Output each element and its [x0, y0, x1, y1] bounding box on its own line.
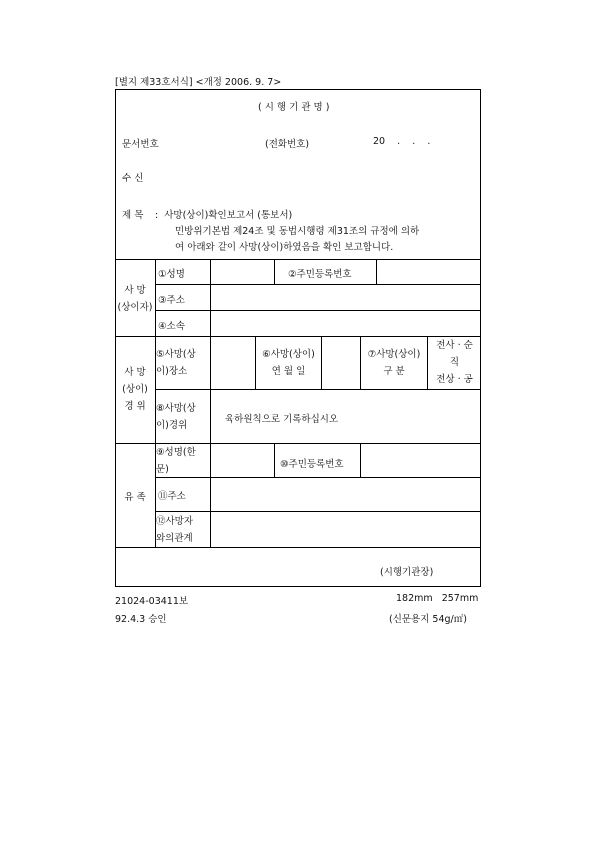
- casualty-section-title: 사 망 (상이자): [117, 285, 153, 313]
- family-resident-id-label: ⑩주민등록번호: [280, 459, 344, 470]
- divider: [274, 443, 275, 477]
- place-field[interactable]: [211, 337, 254, 388]
- death-type-options: 전사 · 순 직 전상 · 공: [436, 340, 473, 385]
- paper-size: 182mm 257mm: [396, 593, 479, 604]
- resident-id-label: ②주민등록번호: [288, 269, 352, 280]
- address-label: ③주소: [158, 295, 185, 306]
- circumstance-field[interactable]: [211, 390, 480, 442]
- affiliation-field[interactable]: [211, 311, 480, 335]
- family-name-field[interactable]: [211, 444, 273, 476]
- subject-text: : 사망(상이)확인보고서 (통보서): [155, 210, 293, 221]
- paper-spec: (신문용지 54g/㎡): [389, 614, 467, 625]
- body-line-2: 여 아래와 같이 사망(상이)하였음을 확인 보고합니다.: [175, 242, 394, 253]
- divider: [115, 547, 481, 548]
- affiliation-label: ④소속: [158, 321, 185, 332]
- family-address-field[interactable]: [211, 478, 480, 510]
- form-code: 21024-03411보: [115, 596, 189, 607]
- resident-id-field[interactable]: [377, 260, 480, 283]
- relation-field[interactable]: [211, 512, 480, 546]
- form-number: [별지 제33호서식] <개정 2006. 9. 7>: [115, 77, 282, 88]
- family-section-title: 유 족: [124, 492, 146, 503]
- doc-number-label: 문서번호: [122, 139, 159, 150]
- circumstance-section-title: 사 망 (상이) 경 위: [122, 367, 148, 412]
- date-of-death-label: ⑥사망(상이) 연 월 일: [262, 349, 315, 377]
- place-label: ⑤사망(상 이)장소: [156, 349, 196, 377]
- circumstance-label: ⑧사망(상 이)경위: [156, 403, 196, 431]
- family-resident-id-field[interactable]: [361, 444, 480, 476]
- body-line-1: 민방위기본법 제24조 및 동법시행령 제31조의 규정에 의하: [175, 226, 420, 237]
- date-label: 20 . . .: [373, 136, 431, 147]
- approval-date: 92.4.3 승인: [115, 614, 167, 625]
- family-address-label: ⑪주소: [158, 491, 186, 502]
- date-of-death-field[interactable]: [322, 337, 359, 388]
- signer-label: (시행기관장): [380, 567, 434, 578]
- relation-label: ⑫사망자 와의관계: [156, 516, 194, 544]
- death-type-label: ⑦사망(상이) 구 분: [367, 349, 421, 377]
- phone-label: (전화번호): [265, 139, 310, 150]
- subject-label: 제 목: [122, 210, 144, 221]
- name-label: ①성명: [158, 269, 185, 280]
- address-field[interactable]: [211, 285, 480, 309]
- circumstance-instruction: 육하원칙으로 기록하십시오: [225, 414, 339, 425]
- recipient-label: 수 신: [122, 173, 144, 184]
- name-field[interactable]: [211, 260, 273, 283]
- family-name-label: ⑨성명(한 문): [156, 447, 196, 475]
- issuer-placeholder: ( 시 행 기 관 명 ): [258, 102, 330, 113]
- divider: [274, 259, 275, 284]
